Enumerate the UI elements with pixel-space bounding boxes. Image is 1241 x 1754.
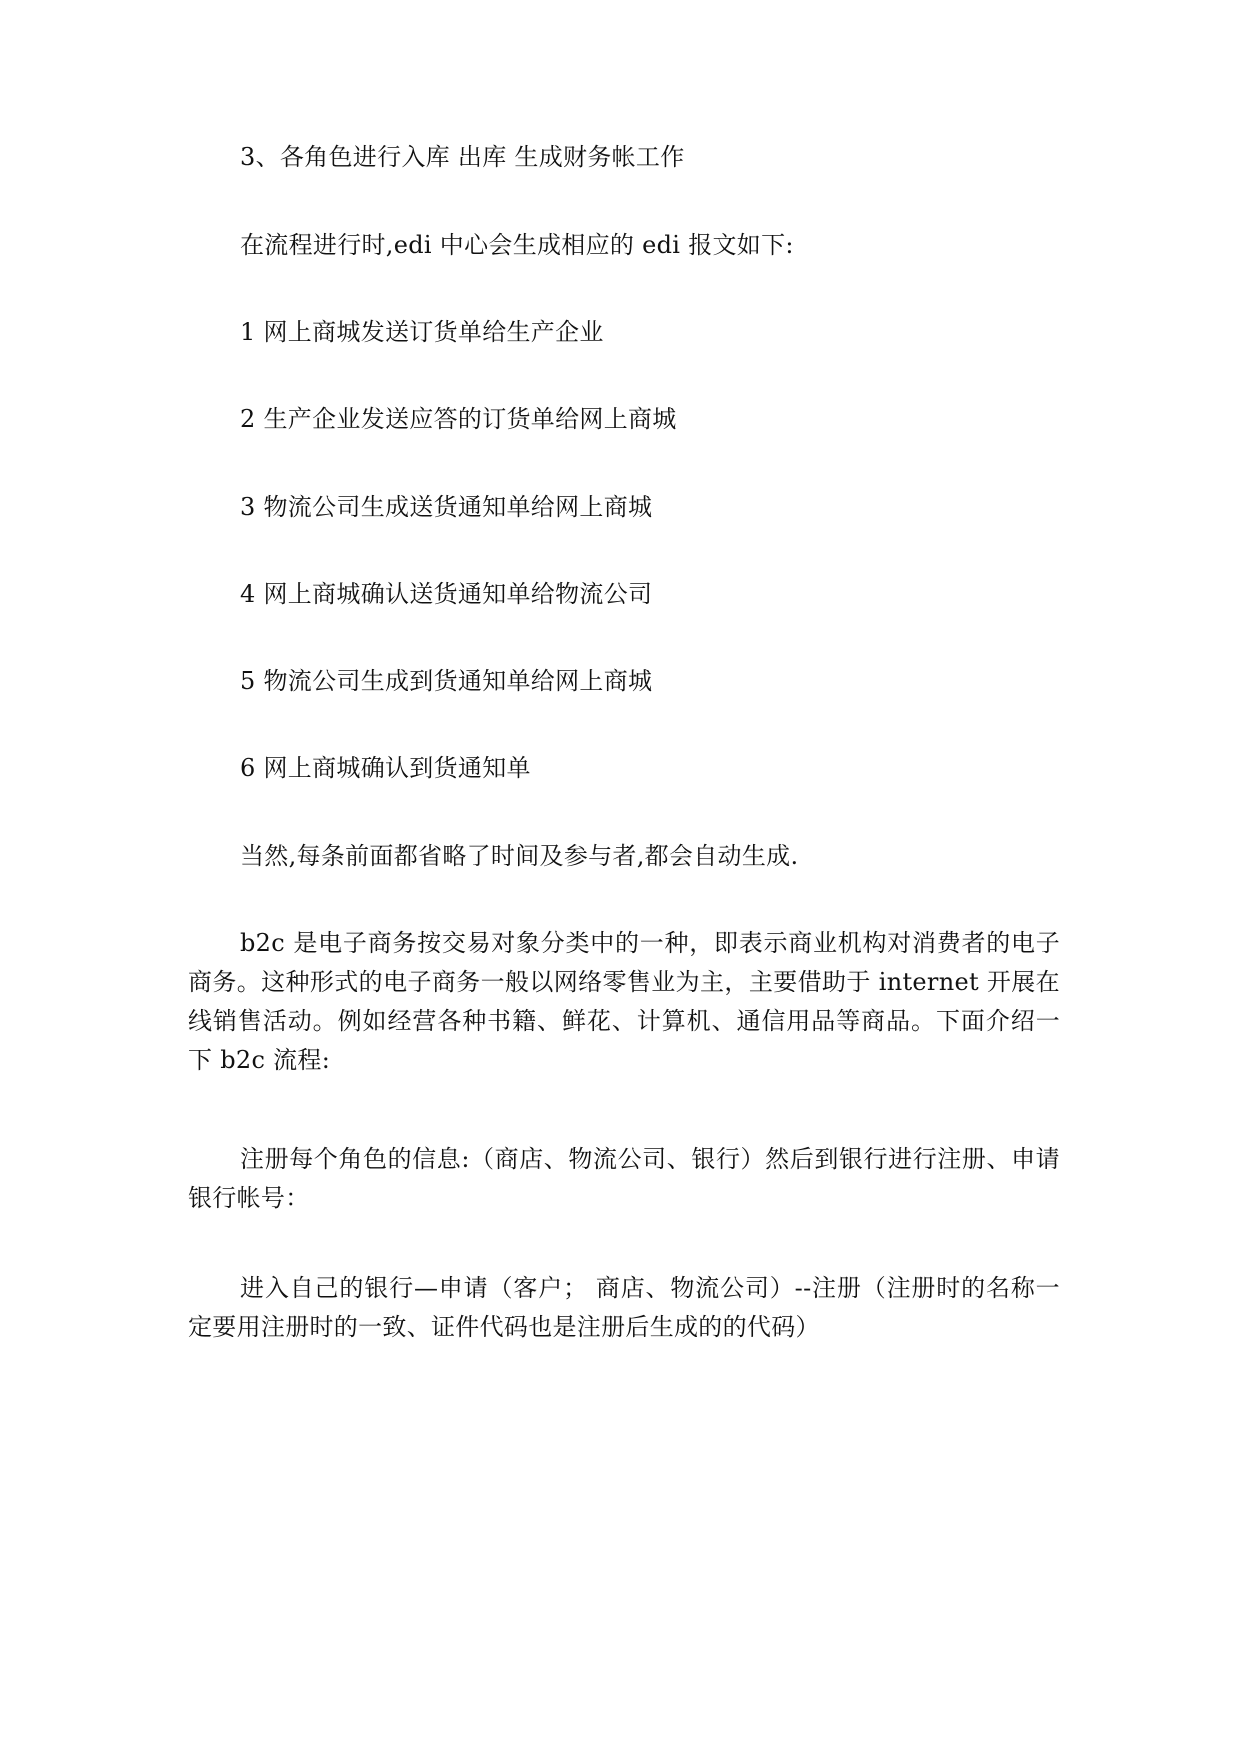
paragraph-edi-6: 6 网上商城确认到货通知单: [240, 754, 531, 782]
paragraph-edi-5: 5 物流公司生成到货通知单给网上商城: [240, 667, 653, 695]
paragraph-edi-3: 3 物流公司生成送货通知单给网上商城: [240, 493, 653, 521]
paragraph-edi-2: 2 生产企业发送应答的订货单给网上商城: [240, 405, 677, 433]
paragraph-register-roles: 注册每个角色的信息:（商店、物流公司、银行）然后到银行进行注册、申请银行帐号：: [188, 1145, 1060, 1212]
paragraph-b2c-intro: b2c 是电子商务按交易对象分类中的一种，即表示商业机构对消费者的电子商务。这种形式的电子商务一般以网络零售业为主，主要借助于 internet 开展在线销售活动。例如经营各种书籍、鲜花、计算机、通信用品等商品。下面介绍一下 b2c 流程:: [188, 929, 1060, 1074]
paragraph-step-3-roles: 3、各角色进行入库 出库 生成财务帐工作: [240, 143, 685, 171]
paragraph-edi-intro: 在流程进行时,edi 中心会生成相应的 edi 报文如下:: [240, 231, 794, 259]
paragraph-edi-1: 1 网上商城发送订货单给生产企业: [240, 318, 604, 346]
paragraph-note: 当然,每条前面都省略了时间及参与者,都会自动生成.: [240, 842, 799, 870]
paragraph-bank-apply: 进入自己的银行—申请（客户； 商店、物流公司）--注册（注册时的名称一定要用注册时的一致、证件代码也是注册后生成的的代码）: [188, 1274, 1060, 1341]
paragraph-edi-4: 4 网上商城确认送货通知单给物流公司: [240, 580, 653, 608]
